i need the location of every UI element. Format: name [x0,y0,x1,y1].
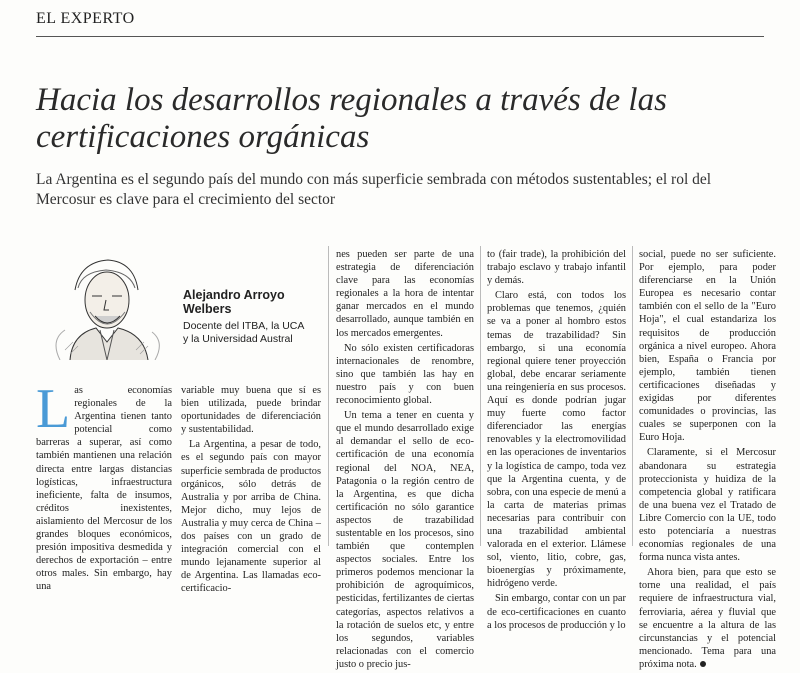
author-info [183,288,323,346]
paragraph: social, puede no ser suficiente. Por ejemplo, para poder diferenciarse en la Unión Europea es necesario contar también con el sello de la "Euro Hoja", el cual estandariza los requisitos de producción orgánica a nivel europeo. Ahora bien, España o Francia por ejemplo, también tienen certificaciones diseñadas y exigidas por diferentes comunidades o provincias, las cuales se superponen con la Euro Hoja. [639,249,776,444]
author-name: Alejandro Arroyo Welbers [183,288,285,316]
article-column-5 [639,248,776,673]
section-divider [36,36,764,37]
paragraph: Claro está, con todos los problemas que tenemos, ¿quién se va a poner al hombro estos temas de trazabilidad? Sin embargo, si una economía regional quiere tener proyección global, debe encarar seriamente una reingeniería en sus procesos. Aquí es donde podrían jugar muy fuerte como factor diferenciador las energías renovables y la electromovilidad en las operaciones de inventarios y la logística de campo, toda vez que la Argentina cuenta, y de sobra, con una especie de menú a la carta de materias primas necesarias para contribuir con una trazabilidad ambiental valorada en el exterior. Llámese sol, viento, litio, cobre, gas, bioenergías y próximamente, hidrógeno verde. [487,290,626,590]
author-bio: Docente del ITBA, la UCA y la Universidad Austral [183,320,305,345]
drop-cap: L [36,378,71,440]
end-mark [700,661,706,667]
column-divider [328,246,329,546]
paragraph: Un tema a tener en cuenta y que el mundo desarrollado exige al demandar el sello de eco-certificación de una economía regional del NOA, NEA, Patagonia o la región centro de la Argentina, es que dicha certificación no sólo garantice aspectos de trazabilidad sustentable en los procesos, sino también que contemplen aspectos sociales. Entre los primeros podemos mencionar la prohibición de agroquímicos, pesticidas, fertilizantes de ciertas categorías, aspectos relativos a la rotación de suelos etc, y entre los segundos, variables relacionadas con el comercio justo o precio jus- [336,410,474,670]
author-portrait [40,250,175,360]
paragraph: Las economías regionales de la Argentina tienen tanto potencial como barreras a superar, así como también mantienen una relación directa entre largas distancias logísticas, infraestructura ineficiente, falta de insumos, créditos inexistentes, aislamiento del Mercosur de los grandes bloques económicos, presión impositiva desmedida y derechos de exportación – entre otros males. Sin embargo, hay una [36,378,172,593]
paragraph: nes pueden ser parte de una estrategia de diferenciación clave para las economías regionales a la hora de intentar ganar mercados en el mundo desarrollado, aunque también en los mercados emergentes. [336,249,474,339]
article-column-2 [181,384,321,598]
article-column-3 [336,248,474,673]
column-divider [480,246,481,546]
article-column-1 [36,378,172,596]
paragraph: Claramente, si el Mercosur abandonara su estrategia proteccionista y huidiza de la competencia global y ratificara de una buena vez el Tratado de Libre Comercio con la UE, todo esto potenciaría a nuestras economías regionales de una forma nunca vista antes. [639,447,776,564]
section-label: EL EXPERTO [36,10,135,27]
paragraph: Ahora bien, para que esto se torne una realidad, el país requiere de infraestructura vial, ferroviaria, aérea y fluvial que se encuentre a la altura de las circunstancias y el potencial mencionado. Tema para una próxima nota. [639,567,776,670]
article-column-4 [487,248,626,634]
paragraph: to (fair trade), la prohibición del trabajo esclavo y trabajo infantil y demás. [487,249,626,287]
column-divider [632,246,633,546]
headline: Hacia los desarrollos regionales a través de las certificaciones orgánicas [36,82,667,155]
subheadline: La Argentina es el segundo país del mundo con más superficie sembrada con métodos sustentables; el rol del Mercosur es clave para el crecimiento del sector [36,171,712,208]
paragraph: Sin embargo, contar con un par de eco-certificaciones en cuanto a los procesos de producción y lo [487,593,626,631]
paragraph: No sólo existen certificadoras internacionales de renombre, sino que también las hay en nuestro país y con buen reconocimiento global. [336,342,474,407]
paragraph: La Argentina, a pesar de todo, es el segundo país con mayor superficie sembrada de productos orgánicos, sólo detrás de Australia y por arriba de China. Mejor dicho, muy lejos de Australia y muy cerca de China – dos países con un grado de integración comercial con el mundo lejanamente superior al de Argentina. Las llamadas eco-certificacio- [181,439,321,595]
paragraph: variable muy buena que sí es bien utilizada, puede brindar oportunidades de diferenciación y sustentabilidad. [181,385,321,436]
